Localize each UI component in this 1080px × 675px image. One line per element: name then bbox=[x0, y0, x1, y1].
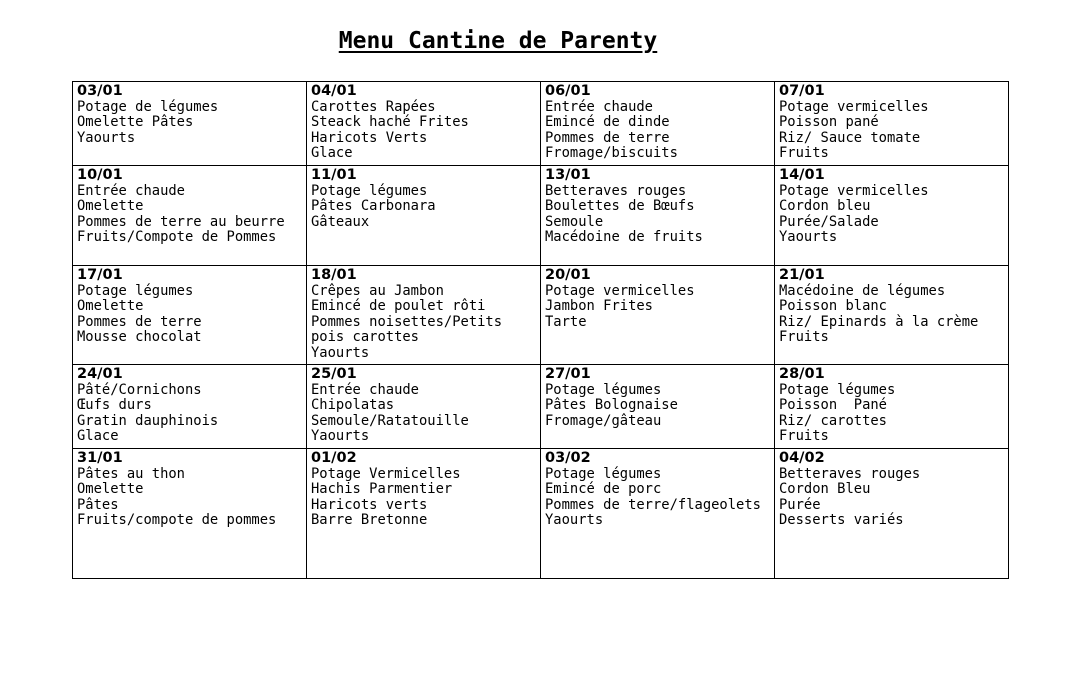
menu-item: Fruits bbox=[779, 428, 829, 445]
menu-item: Potage vermicelles bbox=[779, 183, 929, 199]
day-date: 11/01 bbox=[311, 167, 357, 183]
menu-item: Betteraves rouges bbox=[545, 183, 687, 199]
menu-item: Omelette Pâtes bbox=[77, 114, 194, 131]
menu-item: Macédoine de fruits bbox=[545, 229, 703, 246]
menu-item: Riz/ Sauce tomate bbox=[779, 129, 921, 146]
week-row-3 bbox=[73, 266, 1009, 365]
menu-item: Potage légumes bbox=[545, 382, 662, 398]
day-date: 18/01 bbox=[311, 267, 357, 283]
day-cell bbox=[307, 166, 541, 266]
day-date: 01/02 bbox=[311, 450, 357, 466]
day-cell bbox=[775, 82, 1009, 166]
menu-item: Cordon Bleu bbox=[779, 481, 871, 498]
menu-item: Mousse chocolat bbox=[77, 329, 202, 346]
day-cell bbox=[541, 82, 775, 166]
menu-item: Pommes de terre bbox=[545, 129, 670, 146]
menu-item: Potage légumes bbox=[545, 466, 662, 482]
menu-item: Entrée chaude bbox=[311, 382, 419, 398]
menu-item: Haricots verts bbox=[311, 496, 428, 513]
menu-item: Chipolatas bbox=[311, 397, 395, 414]
menu-item: Pâté/Cornichons bbox=[77, 382, 202, 398]
menu-item: Semoule bbox=[545, 213, 604, 230]
day-cell bbox=[775, 365, 1009, 449]
menu-item: Potage légumes bbox=[311, 183, 428, 199]
day-date: 06/01 bbox=[545, 83, 591, 99]
day-cell bbox=[541, 449, 775, 579]
menu-item: Poisson pané bbox=[779, 114, 879, 131]
day-date: 24/01 bbox=[77, 366, 123, 382]
menu-item: Œufs durs bbox=[77, 397, 152, 414]
menu-item: Pommes de terre au beurre bbox=[77, 213, 285, 230]
menu-item: Potage vermicelles bbox=[779, 99, 929, 115]
menu-item: Potage Vermicelles bbox=[311, 466, 461, 482]
day-cell bbox=[541, 266, 775, 365]
day-date: 21/01 bbox=[779, 267, 825, 283]
day-date: 25/01 bbox=[311, 366, 357, 382]
menu-item: Entrée chaude bbox=[545, 99, 653, 115]
day-cell bbox=[541, 166, 775, 266]
day-date: 07/01 bbox=[779, 83, 825, 99]
day-cell bbox=[73, 365, 307, 449]
menu-item: Emincé de porc bbox=[545, 481, 662, 498]
day-date: 31/01 bbox=[77, 450, 123, 466]
menu-item: Riz/ carottes bbox=[779, 412, 887, 429]
menu-item: Pommes de terre/flageolets bbox=[545, 496, 761, 513]
menu-item: Desserts variés bbox=[779, 512, 904, 529]
menu-item: Haricots Verts bbox=[311, 129, 428, 146]
menu-item: Potage légumes bbox=[77, 283, 194, 299]
day-cell bbox=[307, 449, 541, 579]
day-cell bbox=[541, 365, 775, 449]
menu-item: Entrée chaude bbox=[77, 183, 185, 199]
day-date: 03/01 bbox=[77, 83, 123, 99]
menu-item: Potage légumes bbox=[779, 382, 896, 398]
menu-item: Macédoine de légumes bbox=[779, 283, 946, 299]
menu-item: Carottes Rapées bbox=[311, 99, 436, 115]
menu-item: Fruits bbox=[779, 145, 829, 162]
menu-item: Jambon Frites bbox=[545, 298, 653, 315]
day-cell bbox=[73, 166, 307, 266]
menu-item: Yaourts bbox=[779, 229, 838, 246]
menu-item: Barre Bretonne bbox=[311, 512, 428, 529]
day-date: 10/01 bbox=[77, 167, 123, 183]
menu-item: Pâtes Carbonara bbox=[311, 198, 436, 215]
menu-item: Pâtes au thon bbox=[77, 466, 185, 482]
menu-item: Riz/ Epinards à la crème bbox=[779, 313, 979, 330]
menu-item: Gâteaux bbox=[311, 213, 370, 230]
menu-item: Fromage/biscuits bbox=[545, 145, 678, 162]
day-cell bbox=[73, 449, 307, 579]
menu-item: Purée/Salade bbox=[779, 213, 879, 230]
menu-item: Glace bbox=[77, 428, 119, 445]
menu-item: Omelette bbox=[77, 298, 144, 315]
menu-item: Betteraves rouges bbox=[779, 466, 921, 482]
day-date: 17/01 bbox=[77, 267, 123, 283]
menu-item: Fromage/gâteau bbox=[545, 412, 662, 429]
menu-item: Crêpes au Jambon bbox=[311, 283, 444, 299]
menu-item: Emincé de poulet rôti bbox=[311, 298, 486, 315]
day-cell bbox=[775, 449, 1009, 579]
menu-item: Glace bbox=[311, 145, 353, 162]
day-cell bbox=[775, 266, 1009, 365]
menu-item: Yaourts bbox=[311, 428, 370, 445]
menu-item: Emincé de dinde bbox=[545, 114, 670, 131]
menu-item: Yaourts bbox=[77, 129, 136, 146]
day-cell bbox=[307, 266, 541, 365]
menu-item: Fruits/Compote de Pommes bbox=[77, 229, 277, 246]
menu-item: Pâtes Bolognaise bbox=[545, 397, 678, 414]
day-cell bbox=[307, 365, 541, 449]
menu-item: Omelette bbox=[77, 481, 144, 498]
menu-item: Fruits/compote de pommes bbox=[77, 512, 277, 529]
menu-item: Steack haché Frites bbox=[311, 114, 469, 131]
day-cell bbox=[307, 82, 541, 166]
menu-item: Cordon bleu bbox=[779, 198, 871, 215]
day-date: 04/02 bbox=[779, 450, 825, 466]
day-date: 28/01 bbox=[779, 366, 825, 382]
day-date: 03/02 bbox=[545, 450, 591, 466]
menu-item: Boulettes de Bœufs bbox=[545, 198, 695, 215]
menu-item: Pommes noisettes/Petits pois carottes bbox=[311, 313, 511, 346]
menu-item: Pommes de terre bbox=[77, 313, 202, 330]
menu-table bbox=[72, 81, 1009, 579]
week-row-1 bbox=[73, 82, 1009, 166]
week-row-2 bbox=[73, 166, 1009, 266]
menu-item: Yaourts bbox=[311, 344, 370, 361]
menu-item: Tarte bbox=[545, 313, 587, 330]
week-row-5 bbox=[73, 449, 1009, 579]
day-cell bbox=[73, 266, 307, 365]
day-date: 14/01 bbox=[779, 167, 825, 183]
menu-item: Potage vermicelles bbox=[545, 283, 695, 299]
day-cell bbox=[775, 166, 1009, 266]
menu-item: Potage de légumes bbox=[77, 99, 219, 115]
menu-item: Omelette bbox=[77, 198, 144, 215]
day-date: 27/01 bbox=[545, 366, 591, 382]
menu-item: Purée bbox=[779, 496, 821, 513]
menu-item: Poisson blanc bbox=[779, 298, 887, 315]
day-cell bbox=[73, 82, 307, 166]
week-row-4 bbox=[73, 365, 1009, 449]
day-date: 13/01 bbox=[545, 167, 591, 183]
menu-item: Pâtes bbox=[77, 496, 119, 513]
day-date: 20/01 bbox=[545, 267, 591, 283]
page-title: Menu Cantine de Parenty bbox=[338, 28, 658, 54]
menu-item: Semoule/Ratatouille bbox=[311, 412, 469, 429]
menu-item: Poisson Pané bbox=[779, 397, 887, 414]
menu-item: Fruits bbox=[779, 329, 829, 346]
menu-item: Yaourts bbox=[545, 512, 604, 529]
menu-item: Gratin dauphinois bbox=[77, 412, 219, 429]
menu-item: Hachis Parmentier bbox=[311, 481, 453, 498]
day-date: 04/01 bbox=[311, 83, 357, 99]
